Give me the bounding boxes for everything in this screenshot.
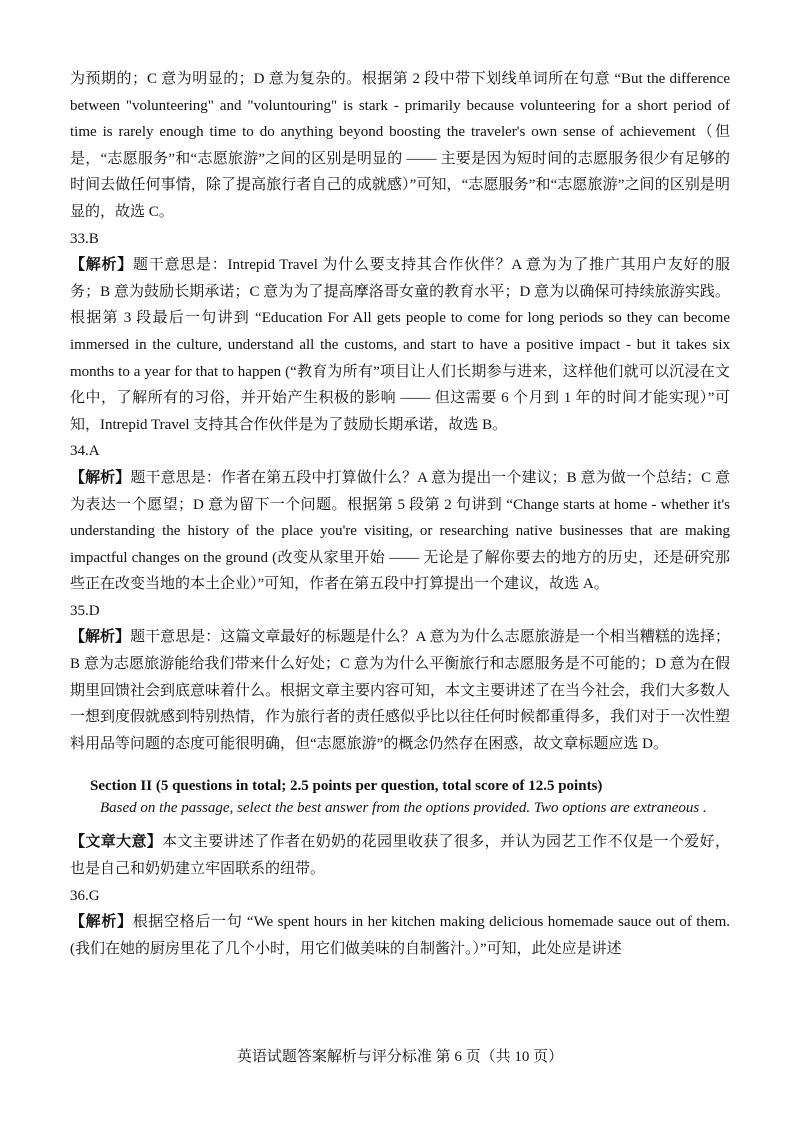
main-idea [70, 829, 730, 882]
answer-explanation-32: 为预期的；C 意为明显的；D 意为复杂的。根据第 2 段中带下划线单词所在句意 “But the difference between "volunteering" and "voluntouring" is stark - primarily because volunteering for a short period of time is rarely enough time to do anything beyond boosting the traveler's own sense of achievement（但是，“志愿服务”和“志愿旅游”之间的区别是明显的 —— 主要是因为短时间的志愿服务很少有足够的时间去做任何事情，除了提高旅行者自己的成就感）”可知，“志愿服务”和“志愿旅游”之间的区别是明显的，故选 C。 [70, 71, 730, 220]
analysis-35 [70, 624, 730, 757]
analysis-label: 【解析】 [70, 469, 131, 486]
analysis-label: 【解析】 [70, 257, 134, 274]
analysis-label: 【解析】 [70, 914, 133, 931]
analysis-33 [70, 252, 730, 438]
answer-33: 33.B [70, 230, 99, 247]
analysis-text: 题干意思是：Intrepid Travel 为什么要支持其合作伙伴？A 意为为了推广其用户友好的服务；B 意为鼓励长期承诺；C 意为为了提高摩洛哥女童的教育水平；D 意为以确保可持续旅游实践。根据第 3 段最后一句讲到 “Education For All gets people to come for long periods so they can become immersed in the culture, understand all the customs, and start to have a positive impact - but it takes six months to a year for that to happen (“教育为所有”项目让人们长期参与进来，这样他们就可以沉浸在文化中，了解所有的习俗，并开始产生积极的影响 —— 但这需要 6 个月到 1 年的时间才能实现）”可知，Intrepid Travel 支持其合作伙伴是为了鼓励长期承诺，故选 B。 [70, 257, 730, 433]
main-idea-text: 本文主要讲述了作者在奶奶的花园里收获了很多，并认为园艺工作不仅是一个爱好，也是自己和奶奶建立牢固联系的纽带。 [70, 834, 730, 878]
analysis-34 [70, 465, 730, 598]
analysis-text: 根据空格后一句 “We spent hours in her kitchen making delicious homemade sauce out of them. (我们在她的厨房里花了几个小时，用它们做美味的自制酱汁。）”可知，此处应是讲述 [70, 914, 730, 957]
analysis-text: 题干意思是：作者在第五段中打算做什么？A 意为提出一个建议；B 意为做一个总结；C 意为表达一个愿望；D 意为留下一个问题。根据第 5 段第 2 句讲到 “Change starts at home - whether it's understanding the history of the place you're visiting, or researching native businesses that are making impactful changes on the ground (改变从家里开始 —— 无论是了解你要去的地方的历史，还是研究那些正在改变当地的本土企业）”可知，作者在第五段中打算提出一个建议，故选 A。 [70, 469, 730, 593]
analysis-36 [70, 909, 730, 962]
section-instruction: Based on the passage, select the best answer from the options provided. Two options are extraneous . [100, 800, 707, 817]
analysis-text: 题干意思是：这篇文章最好的标题是什么？A 意为为什么志愿旅游是一个相当糟糕的选择；B 意为志愿旅游能给我们带来什么好处；C 意为为什么平衡旅行和志愿服务是不可能的；D 意为在假期里回馈社会到底意味着什么。根据文章主要内容可知，本文主要讲述了在当今社会，我们大多数人一想到度假就感到特别热情，作为旅行者的责任感似乎比以往任何时候都重得多，我们对于一次性塑料用品等问题的态度可能很明确，但“志愿旅游”的概念仍然存在困惑，故文章标题应选 D。 [70, 629, 731, 752]
spacer [70, 819, 730, 829]
analysis-label: 【解析】 [70, 629, 131, 646]
answer-35: 35.D [70, 602, 100, 619]
page-footer: 英语试题答案解析与评分标准 第 6 页（共 10 页） [236, 1049, 564, 1065]
page-content [70, 66, 730, 962]
answer-36: 36.G [70, 887, 100, 904]
section-title: Section II (5 questions in total; 2.5 points per question, total score of 12.5 points) [90, 778, 603, 795]
main-idea-label: 【文章大意】 [70, 834, 163, 851]
answer-34: 34.A [70, 443, 100, 460]
